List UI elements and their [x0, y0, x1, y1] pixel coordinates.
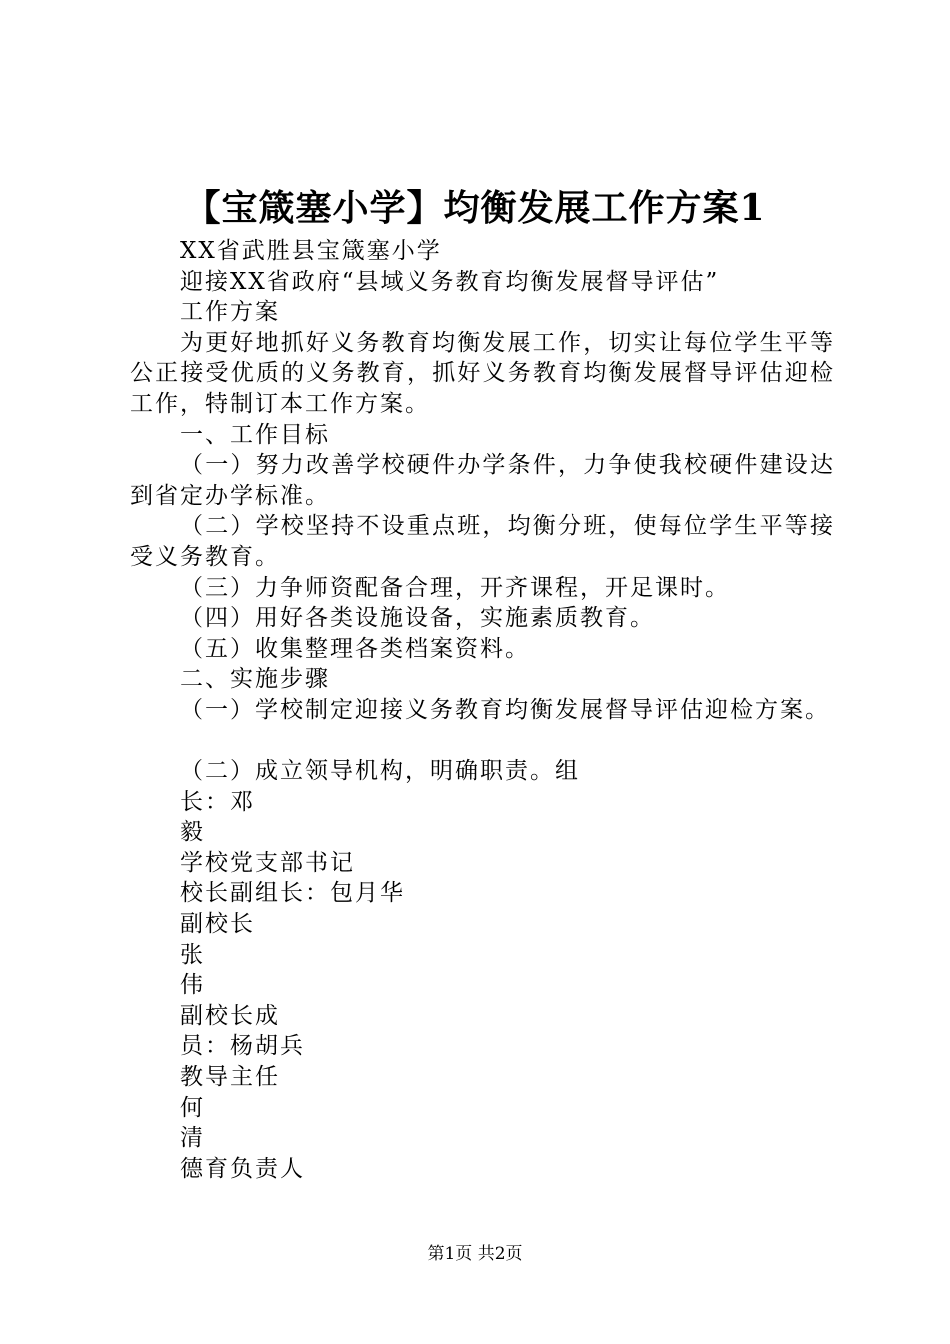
intro-paragraph: 为更好地抓好义务教育均衡发展工作，切实让每位学生平等公正接受优质的义务教育，抓好义务教育均衡发展督导评估迎检工作，特制订本工作方案。: [130, 329, 835, 417]
section-heading-steps: 二、实施步骤: [180, 666, 330, 693]
document-title: 【宝箴塞小学】均衡发展工作方案1: [184, 187, 766, 229]
goal-item: （三）力争师资配备合理，开齐课程，开足课时。: [180, 574, 730, 601]
goal-item: （一）努力改善学校硬件办学条件，力争使我校硬件建设达到省定办学标准。: [130, 452, 835, 509]
subject-line: 迎接XX省政府“县域义务教育均衡发展督导评估”: [180, 268, 720, 295]
leader-line: 副校长: [180, 911, 255, 938]
step-item: （二）成立领导机构，明确职责。组: [180, 758, 580, 785]
step-item: （一）学校制定迎接义务教育均衡发展督导评估迎检方案。: [180, 696, 830, 723]
doc-type-line: 工作方案: [180, 299, 280, 326]
leader-line: 张: [180, 941, 205, 968]
leader-line: 何: [180, 1094, 205, 1121]
leader-line: 清: [180, 1125, 205, 1152]
goal-item: （二）学校坚持不设重点班，均衡分班，使每位学生平等接受义务教育。: [130, 513, 835, 570]
goal-item: （五）收集整理各类档案资料。: [180, 635, 530, 662]
section-heading-goals: 一、工作目标: [180, 421, 330, 448]
leader-line: 长：邓: [180, 788, 255, 815]
leader-line: 毅: [180, 819, 205, 846]
leader-line: 校长副组长：包月华: [180, 880, 405, 907]
leader-line: 德育负责人: [180, 1155, 305, 1182]
goal-item: （四）用好各类设施设备，实施素质教育。: [180, 605, 655, 632]
leader-line: 副校长成: [180, 1002, 280, 1029]
leader-line: 员：杨胡兵: [180, 1033, 305, 1060]
blank-line: [130, 726, 835, 757]
leader-line: 学校党支部书记: [180, 849, 355, 876]
school-name: XX省武胜县宝箴塞小学: [180, 238, 442, 264]
leader-line: 伟: [180, 972, 205, 999]
page-footer: 第1页 共2页: [427, 1244, 523, 1264]
document-body: [130, 236, 835, 1184]
leader-line: 教导主任: [180, 1064, 280, 1091]
